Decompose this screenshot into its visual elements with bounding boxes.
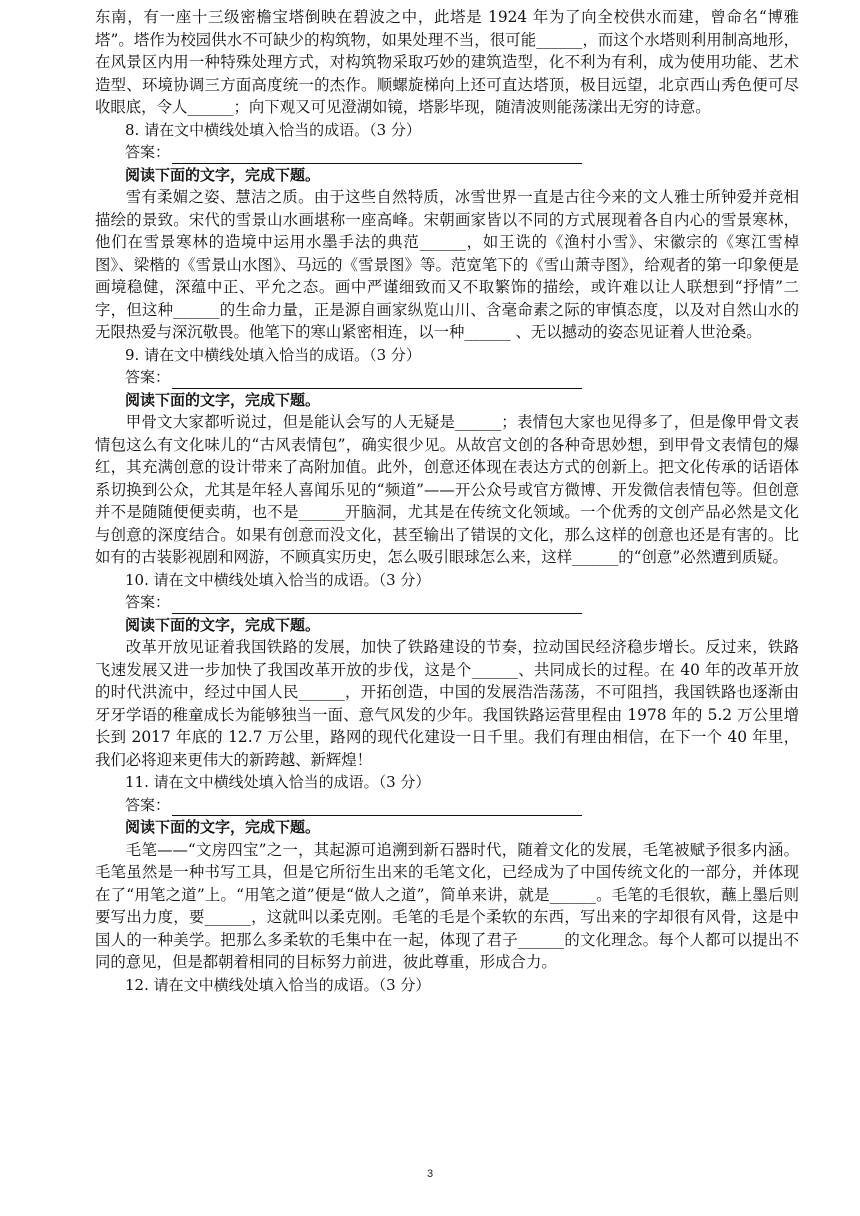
- section-heading: 阅读下面的文字，完成下题。: [125, 165, 321, 184]
- question-8: 8. 请在文中横线处填入恰当的成语。（3 分）: [125, 120, 421, 139]
- section-heading: 阅读下面的文字，完成下题。: [125, 818, 321, 836]
- passage-12-text: 毛笔——“文房四宝”之一，其起源可追溯到新石器时代，随着文化的发展，毛笔被赋予很多内涵。毛笔虽然是一种书写工具，但是它所衍生出来的毛笔文化，已经成为了中国传统文化的一部分，并体现在了“用笔之道”上。“用笔之道”便是“做人之道”，简单来讲，就是______。毛笔的毛很软，蘸上墨后则要写出力度，要______，这就叫以柔克刚。毛笔的毛是个柔软的东西，写出来的字却很有风骨，这是中国人的一种美学。把那么多柔软的毛集中在一起，体现了君子______的文化理念。每个人都可以提出不同的意见，但是都朝着相同的目标努力前进，彼此尊重，形成合力。: [95, 840, 799, 971]
- section-heading: 阅读下面的文字，完成下题。: [125, 390, 321, 409]
- answer-label: 答案：: [125, 143, 171, 161]
- answer-label: 答案：: [125, 368, 171, 386]
- passage-11-text: 改革开放见证着我国铁路的发展，加快了铁路建设的节奏，拉动国民经济稳步增长。反过来，铁路飞速发展又进一步加快了我国改革开放的步伐，这是个______、共同成长的过程。在 40 年的改革开放的时代洪流中，经过中国人民______，开拓创造，中国的发展浩浩荡荡，不可阻挡，我国铁路也逐渐由牙牙学语的稚童成长为能够独当一面、意气风发的少年。我国铁路运营里程由 1978 年的 5.2 万公里增长到 2017 年底的 12.7 万公里，路网的现代化建设一日千里。我们有理由相信，在下一个 40 年里，我们必将迎来更伟大的新跨越、新辉煌！: [95, 638, 799, 769]
- answer-label: 答案：: [125, 795, 171, 814]
- answer-line-8: [95, 141, 799, 164]
- answer-blank[interactable]: [172, 372, 582, 389]
- answer-line-11: [95, 794, 799, 817]
- answer-label: 答案：: [125, 593, 171, 611]
- document-page: [95, 6, 799, 996]
- answer-blank[interactable]: [172, 799, 582, 816]
- passage-10-text: 甲骨文大家都听说过，但是能认会写的人无疑是______；表情包大家也见得多了，但是像甲骨文表情包这么有文化味儿的“古风表情包”，确实很少见。从故宫文创的各种奇思妙想，到甲骨文表情包的爆红，其充满创意的设计带来了高附加值。此外，创意还体现在表达方式的创新上。把文化传承的话语体系切换到公众，尤其是年轻人喜闻乐见的“频道”——开公众号或官方微博、开发微信表情包等。但创意并不是随随便便卖萌，也不是______开脑洞，尤其是在传统文化领域。一个优秀的文创产品必然是文化与创意的深度结合。如果有创意而没文化，甚至输出了错误的文化，那么这样的创意也还是有害的。比如有的古装影视剧和网游，不顾真实历史，怎么吸引眼球怎么来，这样______的“创意”必然遭到质疑。: [95, 413, 799, 566]
- answer-line-9: [95, 366, 799, 389]
- question-11: 11. 请在文中横线处填入恰当的成语。（3 分）: [125, 773, 431, 791]
- passage-7-text: 东南，有一座十三级密檐宝塔倒映在碧波之中，此塔是 1924 年为了向全校供水而建，曾命名“博雅塔”。塔作为校园供水不可缺少的构筑物，如果处理不当，很可能______，而这个水塔则利用制高地形，在风景区内用一种特殊处理方式，对构筑物采取巧妙的建筑造型，化不利为有利，成为使用功能、艺术造型、环境协调三方面高度统一的杰作。顺螺旋梯向上还可直达塔顶，极目远望，北京西山秀色便可尽收眼底，令人______；向下观又可见澄湖如镜，塔影毕现，随清波则能荡漾出无穷的诗意。: [95, 8, 799, 116]
- question-12: 12. 请在文中横线处填入恰当的成语。（3 分）: [125, 975, 431, 994]
- page-number: 3: [426, 1168, 434, 1180]
- question-9: 9. 请在文中横线处填入恰当的成语。（3 分）: [125, 345, 421, 364]
- question-10: 10. 请在文中横线处填入恰当的成语。（3 分）: [125, 570, 431, 589]
- answer-blank[interactable]: [172, 147, 582, 164]
- answer-line-10: [95, 591, 799, 614]
- section-heading: 阅读下面的文字，完成下题。: [125, 615, 321, 634]
- passage-9-text: 雪有柔媚之姿、慧洁之质。由于这些自然特质，冰雪世界一直是古往今来的文人雅士所钟爱并竞相描绘的景致。宋代的雪景山水画堪称一座高峰。宋朝画家皆以不同的方式展现着各自内心的雪景寒林，他们在雪景寒林的造境中运用水墨手法的典范______，如王诜的《渔村小雪》、宋徽宗的《寒江雪棹图》、梁楷的《雪景山水图》、马远的《雪景图》等。范宽笔下的《雪山萧寺图》，给观者的第一印象便是画境稳健，深蕴中正、平允之态。画中严谨细致而又不取繁饰的描绘，或许难以让人联想到“抒情”二字，但这种______的生命力量，正是源自画家纵览山川、含毫命素之际的审慎态度，以及对自然山水的无限热爱与深沉敬畏。他笔下的寒山紧密相连，以一种______ 、无以撼动的姿态见证着人世沧桑。: [95, 188, 799, 341]
- answer-blank[interactable]: [172, 597, 582, 614]
